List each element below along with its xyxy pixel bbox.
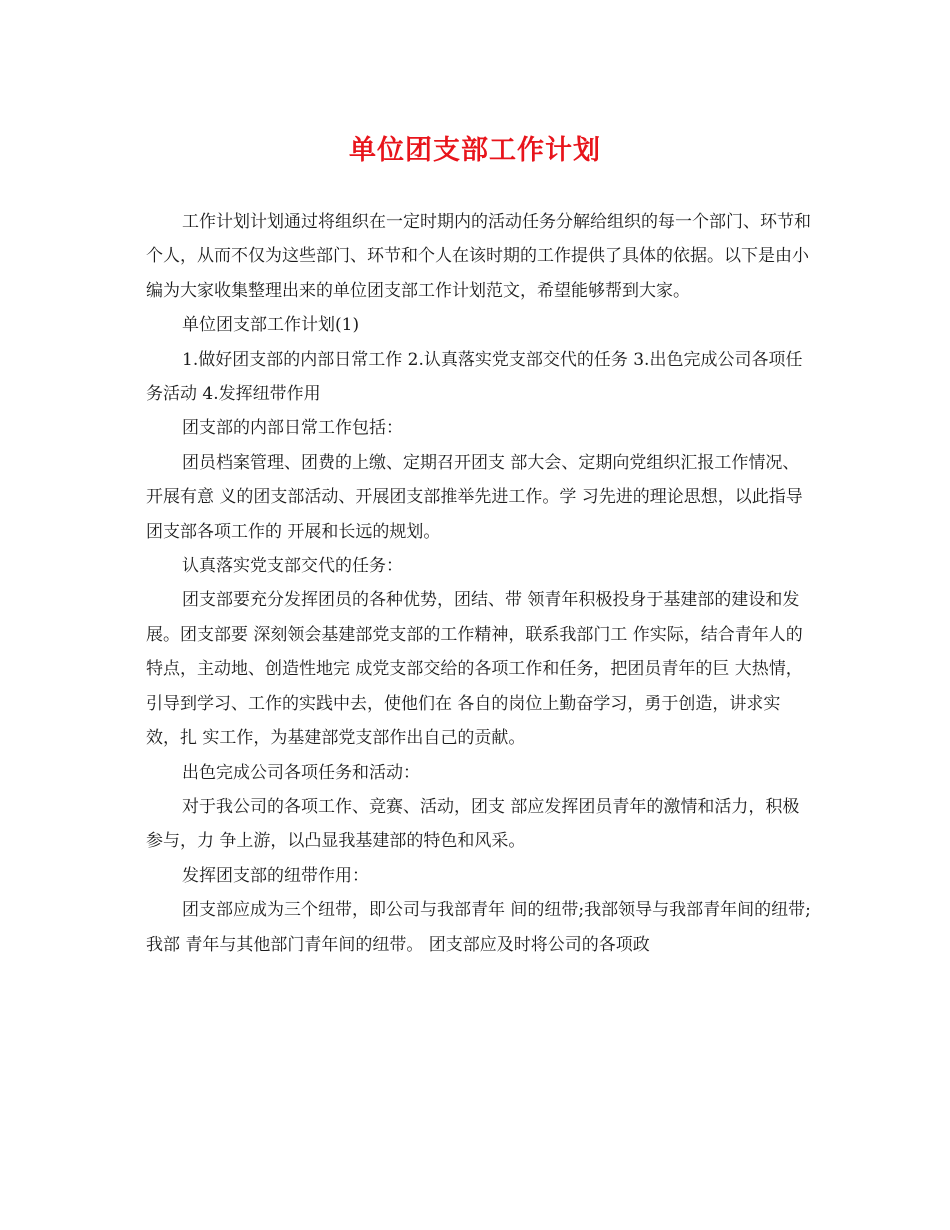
paragraph-party-tasks-heading: 认真落实党支部交代的任务：	[182, 556, 403, 577]
document-title: 单位团支部工作计划	[349, 135, 601, 166]
paragraph-bond-role: 团支部应成为三个纽带，即公司与我部青年 间的纽带;我部领导与我部青年间的纽带;我部 青年与其他部门青年间的纽带。 团支部应及时将公司的各项政	[146, 900, 811, 955]
paragraph-plan-items: 1.做好团支部的内部日常工作 2.认真落实党支部交代的任务 3.出色完成公司各项任务活动 4.发挥纽带作用	[146, 349, 803, 405]
paragraph-intro: 工作计划计划通过将组织在一定时期内的活动任务分解给组织的每一个部门、环节和个人，从而不仅为这些部门、环节和个人在该时期的工作提供了具体的依据。以下是由小编为大家收集整理出来的单位团支部工作计划范文，希望能够帮到大家。	[146, 212, 811, 301]
paragraph-daily-work-heading: 团支部的内部日常工作包括：	[182, 418, 403, 439]
paragraph-bond-role-heading: 发挥团支部的纽带作用：	[182, 865, 369, 886]
paragraph-company-tasks-heading: 出色完成公司各项任务和活动：	[182, 762, 420, 783]
paragraph-daily-work: 团员档案管理、团费的上缴、定期召开团支 部大会、定期向党组织汇报工作情况、开展有意 义的团支部活动、开展团支部推举先进工作。学 习先进的理论思想，以此指导团支部各项工作的 开展和长远的规划。	[146, 452, 803, 542]
document-body	[146, 205, 811, 962]
paragraph-plan-heading: 单位团支部工作计划(1)	[182, 315, 360, 336]
paragraph-party-tasks: 团支部要充分发挥团员的各种优势，团结、带 领青年积极投身于基建部的建设和发展。团支部要 深刻领会基建部党支部的工作精神，联系我部门工 作实际，结合青年人的特点，主动地、创造性地完 成党支部交给的各项工作和任务，把团员青年的巨 大热情，引导到学习、工作的实践中去，使他们在 各自的岗位上勤奋学习，勇于创造，讲求实效，扎 实工作，为基建部党支部作出自己的贡献。	[146, 590, 803, 749]
paragraph-company-tasks: 对于我公司的各项工作、竞赛、活动，团支 部应发挥团员青年的激情和活力，积极参与，力 争上游，以凸显我基建部的特色和风采。	[146, 796, 800, 852]
